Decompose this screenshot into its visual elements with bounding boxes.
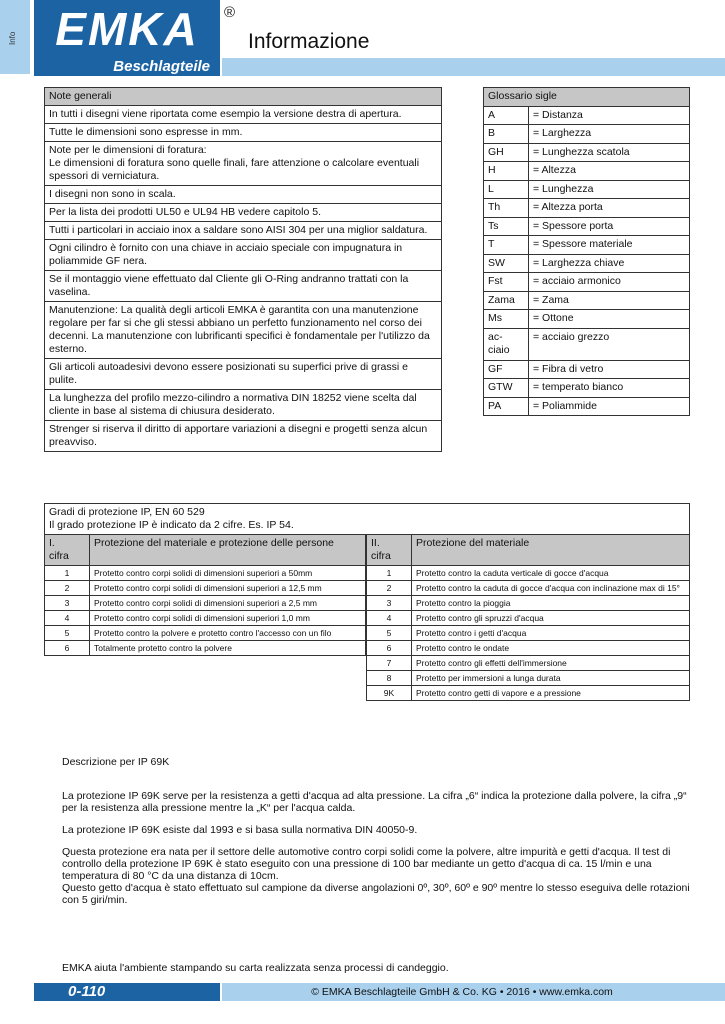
- glossary-abbrev: ac- ciaio: [484, 328, 529, 360]
- ip-second-description: Protetto contro la pioggia: [412, 596, 690, 611]
- note-row: [45, 222, 442, 240]
- logo-subtitle: Beschlagteile: [34, 58, 220, 76]
- ip-second-digit-table: [366, 534, 690, 701]
- ip-left-num-header: I. cifra: [45, 535, 90, 566]
- glossary-abbrev: Ts: [484, 217, 529, 236]
- note-row: [45, 106, 442, 124]
- glossary-meaning: = Spessore materiale: [529, 236, 690, 255]
- ip-first-description: Totalmente protetto contro la polvere: [90, 641, 366, 656]
- ip-protection-section: [44, 503, 690, 698]
- ip-first-digit: 3: [45, 596, 90, 611]
- glossary-row: [484, 199, 690, 218]
- note-text: Tutte le dimensioni sono espresse in mm.: [45, 124, 442, 142]
- glossary-row: [484, 291, 690, 310]
- ip-second-row: [367, 596, 690, 611]
- ip-second-description: Protetto contro gli effetti dell'immersione: [412, 656, 690, 671]
- note-text: Ogni cilindro è fornito con una chiave in acciaio speciale con impugnatura in poliammide GF nera.: [45, 240, 442, 271]
- glossary-row: [484, 379, 690, 398]
- glossary-row: [484, 143, 690, 162]
- ip-second-description: Protetto contro i getti d'acqua: [412, 626, 690, 641]
- ip-second-row: [367, 686, 690, 701]
- ip-first-description: Protetto contro corpi solidi di dimensioni superiori a 2,5 mm: [90, 596, 366, 611]
- side-tab: [0, 0, 30, 74]
- page-number: 0-110: [68, 983, 106, 1000]
- ip-first-digit: 2: [45, 581, 90, 596]
- note-text: Manutenzione: La qualità degli articoli EMKA è garantita con una manutenzione regolare per far si che gli stessi abbiano un perfetto funzionamento nel corso dei decenni. La manutenzione con lubrificanti specifici è fondamentale per l'utilizzo da esterno.: [45, 302, 442, 359]
- ip-second-digit: 4: [367, 611, 412, 626]
- ip-second-description: Protetto contro gli spruzzi d'acqua: [412, 611, 690, 626]
- note-row: [45, 124, 442, 142]
- registered-mark: ®: [224, 4, 236, 21]
- glossary-abbrev: GF: [484, 360, 529, 379]
- ip-right-header: Protezione del materiale: [412, 535, 690, 566]
- ip-second-description: Protetto contro getti di vapore e a pressione: [412, 686, 690, 701]
- ip69k-title: Descrizione per IP 69K: [62, 756, 170, 768]
- glossary-meaning: = Larghezza: [529, 125, 690, 144]
- ip-left-header: Protezione del materiale e protezione delle persone: [90, 535, 366, 566]
- glossary-row: [484, 162, 690, 181]
- ip-second-row: [367, 671, 690, 686]
- glossary-row: [484, 328, 690, 360]
- ip-first-row: [45, 626, 366, 641]
- glossary-abbrev: GTW: [484, 379, 529, 398]
- footer-copyright: © EMKA Beschlagteile GmbH & Co. KG • 2016 • www.emka.com: [311, 986, 613, 998]
- glossary-abbrev: A: [484, 106, 529, 125]
- note-text: Note per le dimensioni di foratura: Le dimensioni di foratura sono quelle finali, fare attenzione o calcolare eventuali spessori di verniciatura.: [45, 142, 442, 186]
- glossary-abbrev: SW: [484, 254, 529, 273]
- ip-first-row: [45, 611, 366, 626]
- note-text: Gli articoli autoadesivi devono essere posizionati su superfici prive di grassi e pulite.: [45, 359, 442, 390]
- note-text: I disegni non sono in scala.: [45, 186, 442, 204]
- ip-second-row: [367, 611, 690, 626]
- note-row: [45, 142, 442, 186]
- glossary-meaning: = acciaio armonico: [529, 273, 690, 292]
- ip-first-row: [45, 596, 366, 611]
- ip-second-digit: 7: [367, 656, 412, 671]
- note-text: Se il montaggio viene effettuato dal Cliente gli O-Ring andranno trattati con la vaselina.: [45, 271, 442, 302]
- glossary-row: [484, 106, 690, 125]
- ip-second-description: Protetto contro la caduta di gocce d'acqua con inclinazione max di 15°: [412, 581, 690, 596]
- ip-first-digit: 4: [45, 611, 90, 626]
- ip-subtitle: Il grado protezione IP è indicato da 2 cifre. Es. IP 54.: [49, 519, 294, 531]
- ip-second-row: [367, 656, 690, 671]
- ip-right-num-header: II. cifra: [367, 535, 412, 566]
- note-row: [45, 421, 442, 452]
- glossary-row: [484, 236, 690, 255]
- ip-second-digit: 1: [367, 566, 412, 581]
- ip69k-paragraph-2: La protezione IP 69K esiste dal 1993 e si basa sulla normativa DIN 40050-9.: [62, 824, 418, 836]
- ip-first-description: Protetto contro corpi solidi di dimensioni superiori a 12,5 mm: [90, 581, 366, 596]
- note-text: Per la lista dei prodotti UL50 e UL94 HB vedere capitolo 5.: [45, 204, 442, 222]
- note-text: In tutti i disegni viene riportata come esempio la versione destra di apertura.: [45, 106, 442, 124]
- glossary-abbrev: T: [484, 236, 529, 255]
- general-notes-table: [44, 87, 442, 452]
- glossary-meaning: = temperato bianco: [529, 379, 690, 398]
- side-tab-label: Info: [8, 31, 17, 45]
- note-text: Tutti i particolari in acciaio inox a saldare sono AISI 304 per una miglior saldatura.: [45, 222, 442, 240]
- glossary-meaning: = Poliammide: [529, 397, 690, 416]
- glossary-title: Glossario sigle: [484, 88, 690, 107]
- note-text: La lunghezza del profilo mezzo-cilindro a normativa DIN 18252 viene scelta dal cliente in base al sistema di chiusura desiderato.: [45, 390, 442, 421]
- glossary-abbrev: B: [484, 125, 529, 144]
- ip-first-digit: 6: [45, 641, 90, 656]
- glossary-meaning: = Lunghezza scatola: [529, 143, 690, 162]
- glossary-meaning: = Spessore porta: [529, 217, 690, 236]
- glossary-meaning: = Fibra di vetro: [529, 360, 690, 379]
- glossary-meaning: = Distanza: [529, 106, 690, 125]
- ip-first-description: Protetto contro la polvere e protetto contro l'accesso con un filo: [90, 626, 366, 641]
- note-row: [45, 271, 442, 302]
- glossary-row: [484, 397, 690, 416]
- ip69k-paragraph-3: Questa protezione era nata per il settore delle automotive contro corpi solidi come la polvere, altre impurità e getti d'acqua. Il test di controllo della protezione IP 69K è stato eseguito con una pressione di 100 bar mediante un getto d'acqua di ca. 15 l/min e una temperatura di 80 °C da una distanza di 10cm. Questo getto d'acqua è stato effettuato sul campione da diverse angolazioni 0º, 30º, 60º e 90º mentre lo stesso eseguiva delle rotazioni con 5 giri/min.: [62, 846, 690, 906]
- glossary-row: [484, 273, 690, 292]
- glossary-abbrev: GH: [484, 143, 529, 162]
- emka-logo: EMKA: [55, 3, 199, 55]
- note-row: [45, 204, 442, 222]
- header-bar: [222, 58, 725, 76]
- glossary-row: [484, 254, 690, 273]
- glossary-abbrev: Ms: [484, 310, 529, 329]
- note-text: Strenger si riserva il diritto di apportare variazioni a disegni e progetti senza alcun preavviso.: [45, 421, 442, 452]
- ip-header: [44, 503, 690, 534]
- glossary-row: [484, 217, 690, 236]
- glossary-meaning: = Lunghezza: [529, 180, 690, 199]
- glossary-meaning: = acciaio grezzo: [529, 328, 690, 360]
- ip-first-row: [45, 566, 366, 581]
- ip-second-row: [367, 641, 690, 656]
- ip-second-row: [367, 626, 690, 641]
- ip-second-description: Protetto contro la caduta verticale di gocce d'acqua: [412, 566, 690, 581]
- glossary-meaning: = Altezza: [529, 162, 690, 181]
- ip-second-row: [367, 566, 690, 581]
- glossary-abbrev: PA: [484, 397, 529, 416]
- glossary-row: [484, 125, 690, 144]
- glossary-table: [483, 87, 690, 416]
- ip-first-digit-table: [44, 534, 366, 656]
- ip-second-row: [367, 581, 690, 596]
- note-row: [45, 240, 442, 271]
- footer-left-bar: [34, 983, 220, 1001]
- note-row: [45, 186, 442, 204]
- ip-second-description: Protetto per immersioni a lunga durata: [412, 671, 690, 686]
- glossary-abbrev: H: [484, 162, 529, 181]
- environment-note: EMKA aiuta l'ambiente stampando su carta realizzata senza processi di candeggio.: [62, 962, 449, 974]
- glossary-meaning: = Altezza porta: [529, 199, 690, 218]
- glossary-abbrev: L: [484, 180, 529, 199]
- ip-second-digit: 9K: [367, 686, 412, 701]
- ip-first-description: Protetto contro corpi solidi di dimensioni superiori a 50mm: [90, 566, 366, 581]
- ip-first-digit: 5: [45, 626, 90, 641]
- ip69k-paragraph-1: La protezione IP 69K serve per la resistenza a getti d'acqua ad alta pressione. La cifra „6“ indica la protezione dalla polvere, la cifra „9“ per la resistenza alla pressione mentre la „K“ per l'acqua calda.: [62, 790, 687, 814]
- ip-first-digit: 1: [45, 566, 90, 581]
- note-row: [45, 302, 442, 359]
- ip-second-digit: 3: [367, 596, 412, 611]
- glossary-meaning: = Ottone: [529, 310, 690, 329]
- glossary-row: [484, 180, 690, 199]
- glossary-meaning: = Zama: [529, 291, 690, 310]
- notes-title: Note generali: [45, 88, 442, 106]
- glossary-abbrev: Fst: [484, 273, 529, 292]
- ip-first-row: [45, 641, 366, 656]
- ip-second-description: Protetto contro le ondate: [412, 641, 690, 656]
- ip-second-digit: 5: [367, 626, 412, 641]
- ip-title: Gradi di protezione IP, EN 60 529: [49, 506, 205, 518]
- ip-second-digit: 6: [367, 641, 412, 656]
- note-row: [45, 390, 442, 421]
- ip-first-description: Protetto contro corpi solidi di dimensioni superiori 1,0 mm: [90, 611, 366, 626]
- glossary-abbrev: Zama: [484, 291, 529, 310]
- ip-second-digit: 2: [367, 581, 412, 596]
- note-row: [45, 359, 442, 390]
- glossary-row: [484, 310, 690, 329]
- page-title: Informazione: [248, 30, 370, 53]
- glossary-row: [484, 360, 690, 379]
- ip-first-row: [45, 581, 366, 596]
- ip-second-digit: 8: [367, 671, 412, 686]
- glossary-meaning: = Larghezza chiave: [529, 254, 690, 273]
- glossary-abbrev: Th: [484, 199, 529, 218]
